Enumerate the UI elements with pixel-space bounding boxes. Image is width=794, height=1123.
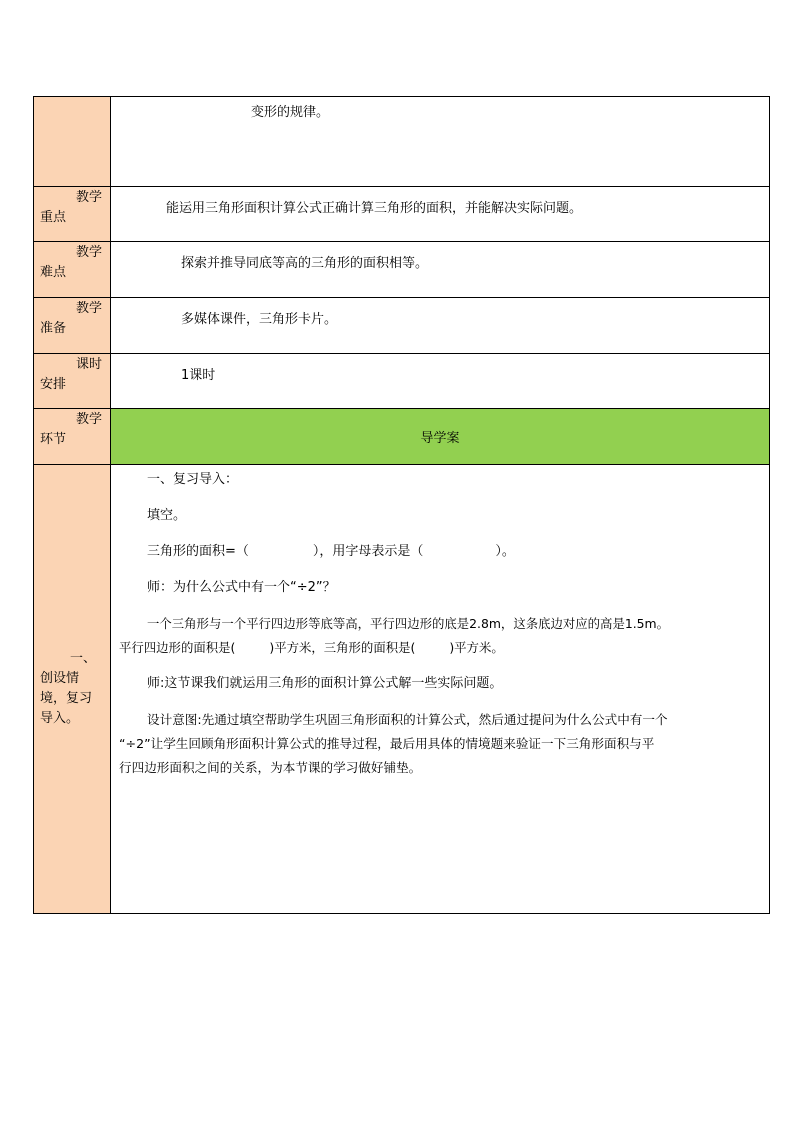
- row-label-empty: [34, 97, 111, 187]
- guide-plan-header: [111, 409, 770, 465]
- table-row: [34, 354, 770, 409]
- table-row: [34, 242, 770, 298]
- section1-label-line4: 导入。: [40, 711, 80, 726]
- area-q-part2: ），用字母表示是（: [312, 544, 424, 559]
- row-content-difficulty: [111, 242, 770, 298]
- label-bottom: 难点: [40, 265, 67, 280]
- preparation-text: 多媒体课件，三角形卡片。: [181, 312, 338, 327]
- section1-label-line2: 创设情: [40, 671, 80, 686]
- row-content-preparation: [111, 298, 770, 354]
- row-content-schedule: [111, 354, 770, 409]
- section1-label-text: [34, 649, 110, 729]
- table-row: [34, 97, 770, 187]
- label-bottom: 安排: [40, 377, 67, 392]
- table-row: [34, 465, 770, 914]
- fill-blank-instruction: 填空。: [147, 508, 187, 523]
- section1-body: [111, 465, 769, 779]
- section1-label-line3: 境，复习: [40, 691, 93, 706]
- area-formula-question: [119, 541, 763, 563]
- label-bottom: 准备: [40, 321, 67, 336]
- problem-line1: 一个三角形与一个平行四边形等底等高，平行四边形的底是2.8m，这条底边对应的高是1.5m。: [147, 616, 670, 631]
- continuation-text: 变形的规律。: [251, 105, 330, 120]
- row-label-stage: [34, 409, 111, 465]
- row-label-preparation: [34, 298, 111, 354]
- area-q-part3: ）。: [495, 544, 515, 559]
- row-content-continuation: [111, 97, 770, 187]
- row-label-schedule: [34, 354, 111, 409]
- problem-part-b: )平方米，三角形的面积是(: [269, 640, 416, 655]
- row-content-key-point: [111, 187, 770, 242]
- lesson-plan-table: [33, 96, 770, 914]
- label-top: 教学: [75, 245, 102, 260]
- table-row: [34, 409, 770, 465]
- teacher-intro: 师:这节课我们就运用三角形的面积计算公式解一些实际问题。: [147, 676, 503, 691]
- difficulty-text: 探索并推导同底等高的三角形的面积相等。: [181, 256, 429, 271]
- table-row: [34, 187, 770, 242]
- label-top: 教学: [75, 412, 102, 427]
- design-intent-line2: “÷2”让学生回顾角形面积计算公式的推导过程，最后用具体的情境题来验证一下三角形面积与平: [119, 736, 655, 751]
- review-heading: 一、复习导入：: [147, 472, 239, 487]
- label-bottom: 重点: [40, 210, 67, 225]
- teacher-question: 师：为什么公式中有一个“÷2”？: [147, 580, 336, 595]
- row-label-key-point: [34, 187, 111, 242]
- section1-content: [111, 465, 770, 914]
- problem-part-a: 平行四边形的面积是(: [119, 640, 236, 655]
- design-intent-line1: 设计意图:先通过填空帮助学生巩固三角形面积的计算公式，然后通过提问为什么公式中有一个: [147, 712, 668, 727]
- section1-label-line1: 一、: [69, 651, 96, 666]
- section1-label: [34, 465, 111, 914]
- label-bottom: 环节: [40, 432, 67, 447]
- problem-part-c: )平方米。: [449, 640, 504, 655]
- area-q-part1: 三角形的面积=（: [147, 544, 249, 559]
- label-top: 课时: [75, 357, 102, 372]
- table-row: [34, 298, 770, 354]
- schedule-text: 1课时: [181, 368, 216, 383]
- label-top: 教学: [75, 190, 102, 205]
- label-top: 教学: [75, 301, 102, 316]
- problem-line2: [119, 637, 763, 659]
- row-label-difficulty: [34, 242, 111, 298]
- guide-plan-title: 导学案: [420, 431, 460, 446]
- design-intent-line3: 行四边形面积之间的关系，为本节课的学习做好铺垫。: [119, 760, 422, 775]
- key-point-text: 能运用三角形面积计算公式正确计算三角形的面积，并能解决实际问题。: [166, 201, 583, 216]
